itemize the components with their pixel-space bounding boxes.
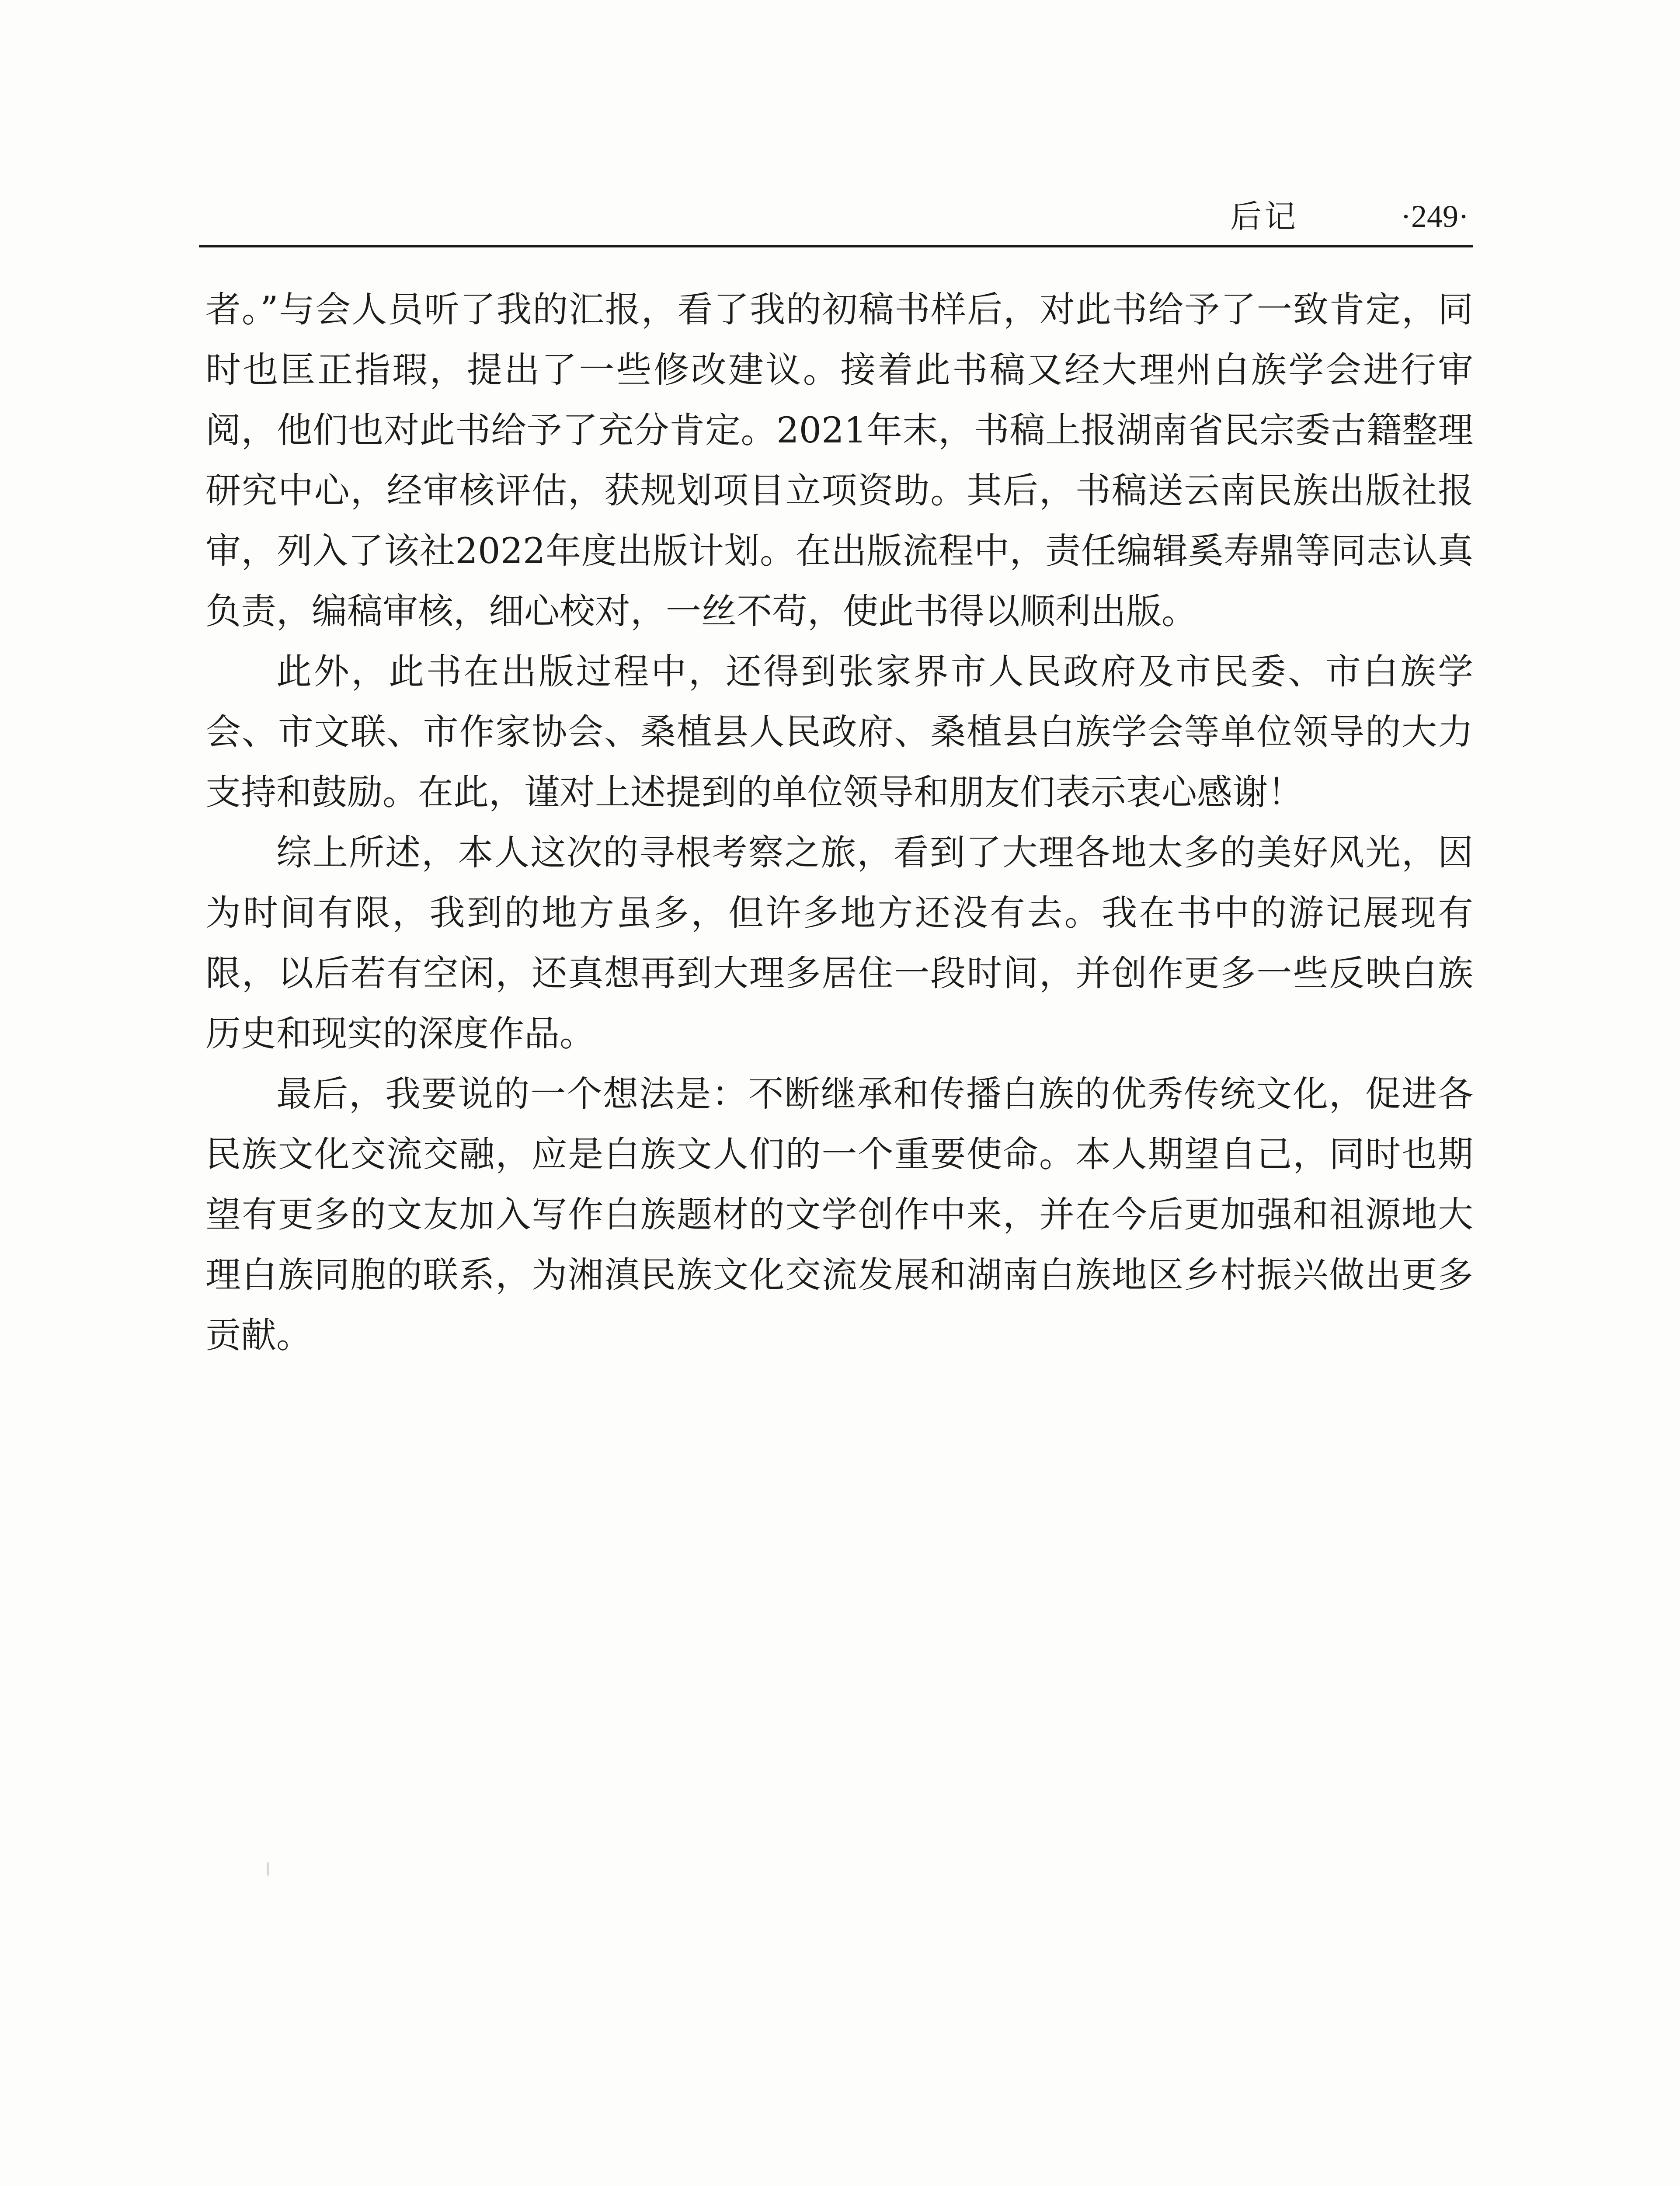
paragraph-continued: 者。”与会人员听了我的汇报，看了我的初稿书样后，对此书给予了一致肯定，同时也匡正指瑕，提出了一些修改建议。接着此书稿又经大理州白族学会进行审阅，他们也对此书给予了充分肯定。2021年末，书稿上报湖南省民宗委古籍整理研究中心，经审核评估，获规划项目立项资助。其后，书稿送云南民族出版社报审，列入了该社2022年度出版计划。在出版流程中，责任编辑奚寿鼎等同志认真负责，编稿审核，细心校对，一丝不苟，使此书得以顺利出版。 <box>205 289 1473 632</box>
scan-speck <box>267 1862 269 1876</box>
running-head <box>199 184 1473 240</box>
paragraph-acknowledgements: 此外，此书在出版过程中，还得到张家界市人民政府及市民委、市白族学会、市文联、市作家协会、桑植县人民政府、桑植县白族学会等单位领导的大力支持和鼓励。在此，谨对上述提到的单位领导和朋友们表示衷心感谢！ <box>205 651 1473 813</box>
running-head-section-title: 后记 <box>1230 198 1298 235</box>
paragraph-summary: 综上所述，本人这次的寻根考察之旅，看到了大理各地太多的美好风光，因为时间有限，我到的地方虽多，但许多地方还没有去。我在书中的游记展现有限，以后若有空闲，还真想再到大理多居住一段时间，并创作更多一些反映白族历史和现实的深度作品。 <box>205 832 1473 1055</box>
body-text <box>205 280 1473 1366</box>
paragraph-closing: 最后，我要说的一个想法是：不断继承和传播白族的优秀传统文化，促进各民族文化交流交融，应是白族文人们的一个重要使命。本人期望自己，同时也期望有更多的文友加入写作白族题材的文学创作中来，并在今后更加强和祖源地大理白族同胞的联系，为湘滇民族文化交流发展和湖南白族地区乡村振兴做出更多贡献。 <box>205 1074 1473 1356</box>
page-number: ·249· <box>1401 199 1469 234</box>
header-rule <box>199 245 1473 247</box>
